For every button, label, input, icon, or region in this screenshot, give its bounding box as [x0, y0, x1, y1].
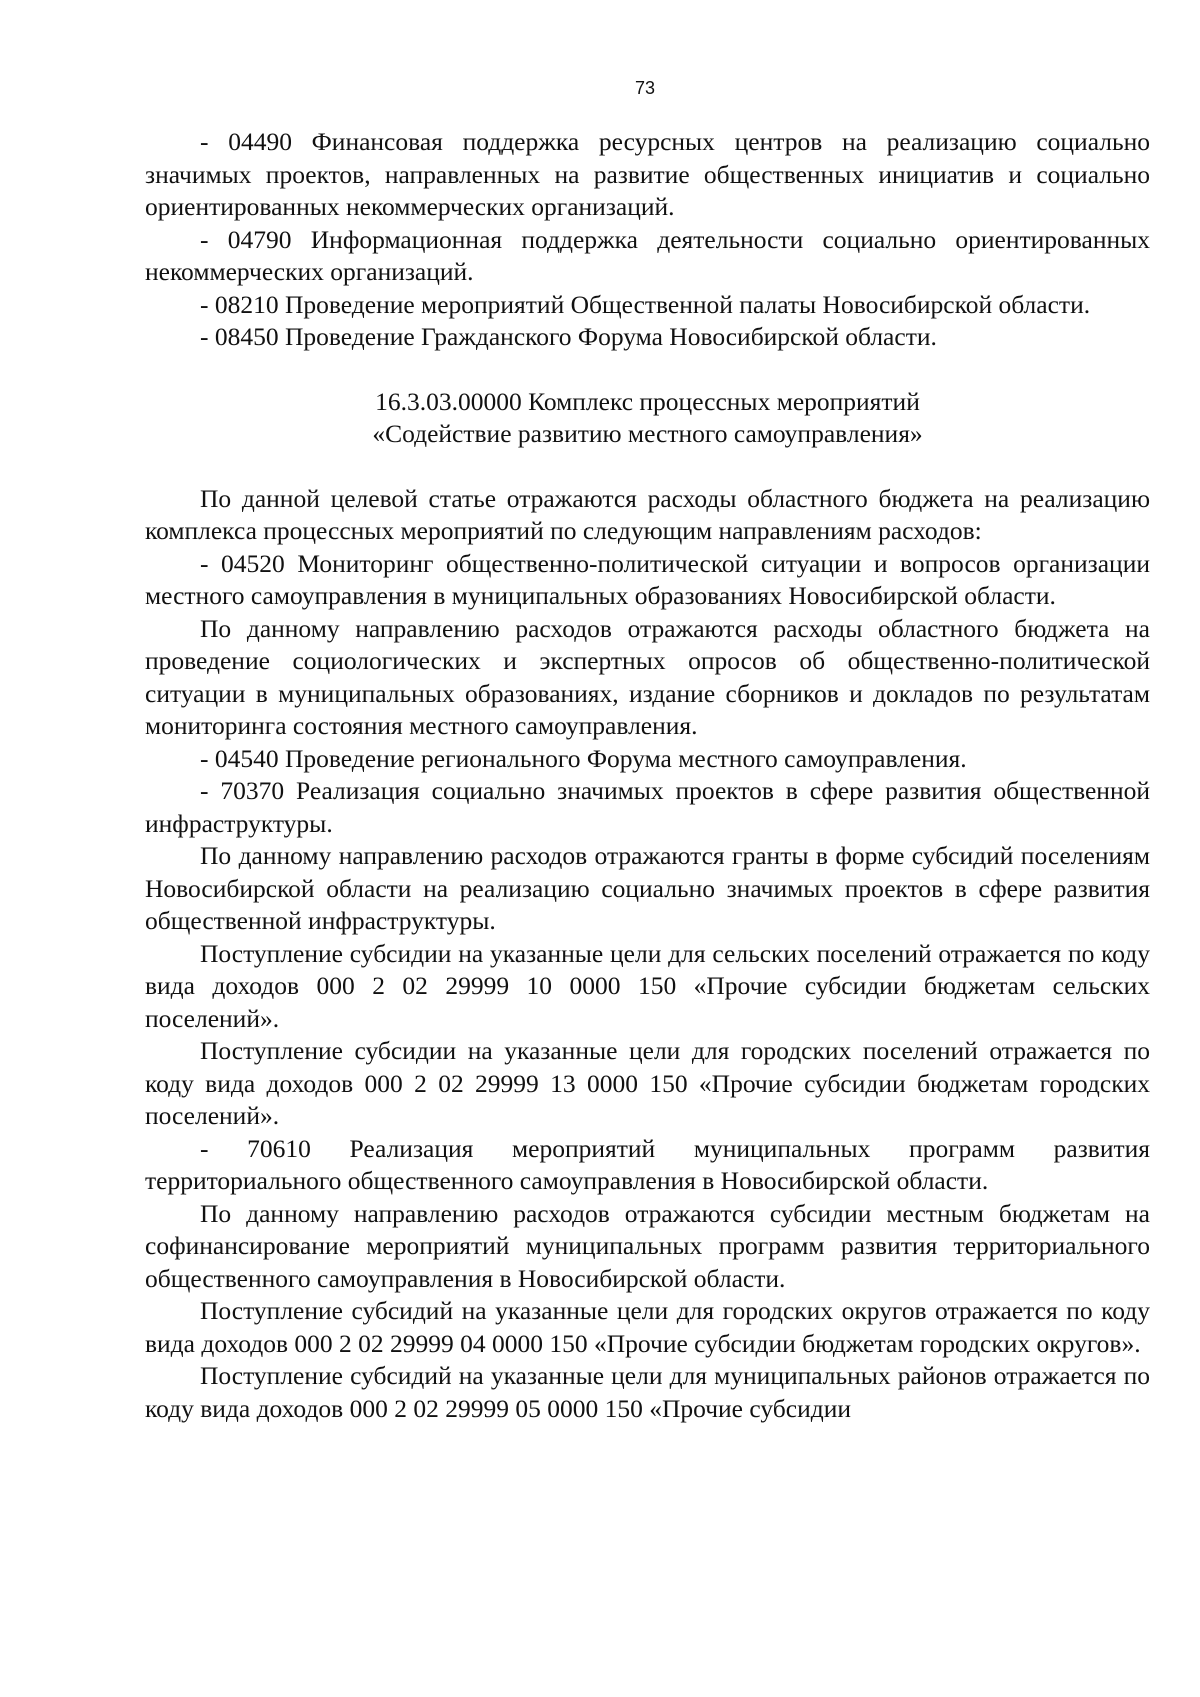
paragraph-70610: - 70610 Реализация мероприятий муниципальных программ развития территориального общественного самоуправления в Новосибирской области.	[145, 1133, 1150, 1195]
section-heading	[145, 386, 1150, 451]
paragraph-rural-settlements: Поступление субсидии на указанные цели для сельских поселений отражается по коду вида доходов 000 2 02 29999 10 0000 150 «Прочие субсидии бюджетам сельских поселений».	[145, 938, 1150, 1033]
paragraph-urban-districts: Поступление субсидий на указанные цели для городских округов отражается по коду вида доходов 000 2 02 29999 04 0000 150 «Прочие субсидии бюджетам городских округов».	[145, 1296, 1150, 1358]
paragraph-04540: - 04540 Проведение регионального Форума местного самоуправления.	[200, 743, 967, 773]
paragraph-intro: По данной целевой статье отражаются расходы областного бюджета на реализацию комплекса процессных мероприятий по следующим направлениям расходов:	[145, 483, 1150, 545]
paragraph-04490: - 04490 Финансовая поддержка ресурсных центров на реализацию социально значимых проектов, направленных на развитие общественных инициатив и социально ориентированных некоммерческих организаций.	[145, 127, 1150, 221]
paragraph-08210: - 08210 Проведение мероприятий Общественной палаты Новосибирской области.	[200, 289, 1091, 319]
paragraph-08450: - 08450 Проведение Гражданского Форума Новосибирской области.	[200, 322, 937, 351]
paragraph-70370: - 70370 Реализация социально значимых проектов в сфере развития общественной инфраструктуры.	[145, 776, 1150, 838]
paragraph-04790: - 04790 Информационная поддержка деятельности социально ориентированных некоммерческих организаций.	[145, 224, 1150, 286]
paragraph-04520: - 04520 Мониторинг общественно-политической ситуации и вопросов организации местного самоуправления в муниципальных образованиях Новосибирской области.	[145, 548, 1150, 610]
section-content	[145, 483, 1150, 1426]
section-heading-line-2: «Содействие развитию местного самоуправления»	[372, 419, 923, 448]
section-heading-line-1: 16.3.03.00000 Комплекс процессных мероприятий	[375, 386, 920, 416]
paragraph-04520-description: По данному направлению расходов отражаются расходы областного бюджета на проведение социологических и экспертных опросов об общественно-политической ситуации в муниципальных образованиях, издание сборников и докладов по результатам мониторинга состояния местного самоуправления.	[145, 613, 1150, 740]
document-body	[145, 126, 1150, 1425]
paragraph-70610-description: По данному направлению расходов отражаются субсидии местным бюджетам на софинансирование мероприятий муниципальных программ развития территориального общественного самоуправления в Новосибирской области.	[145, 1198, 1150, 1293]
paragraph-70370-description: По данному направлению расходов отражаются гранты в форме субсидий поселениям Новосибирской области на реализацию социально значимых проектов в сфере развития общественной инфраструктуры.	[145, 841, 1150, 935]
paragraph-municipal-districts: Поступление субсидий на указанные цели для муниципальных районов отражается по коду вида доходов 000 2 02 29999 05 0000 150 «Прочие субсидии	[145, 1361, 1150, 1423]
page-number: 73	[634, 78, 656, 98]
paragraph-urban-settlements: Поступление субсидии на указанные цели для городских поселений отражается по коду вида доходов 000 2 02 29999 13 0000 150 «Прочие субсидии бюджетам городских поселений».	[145, 1036, 1150, 1130]
